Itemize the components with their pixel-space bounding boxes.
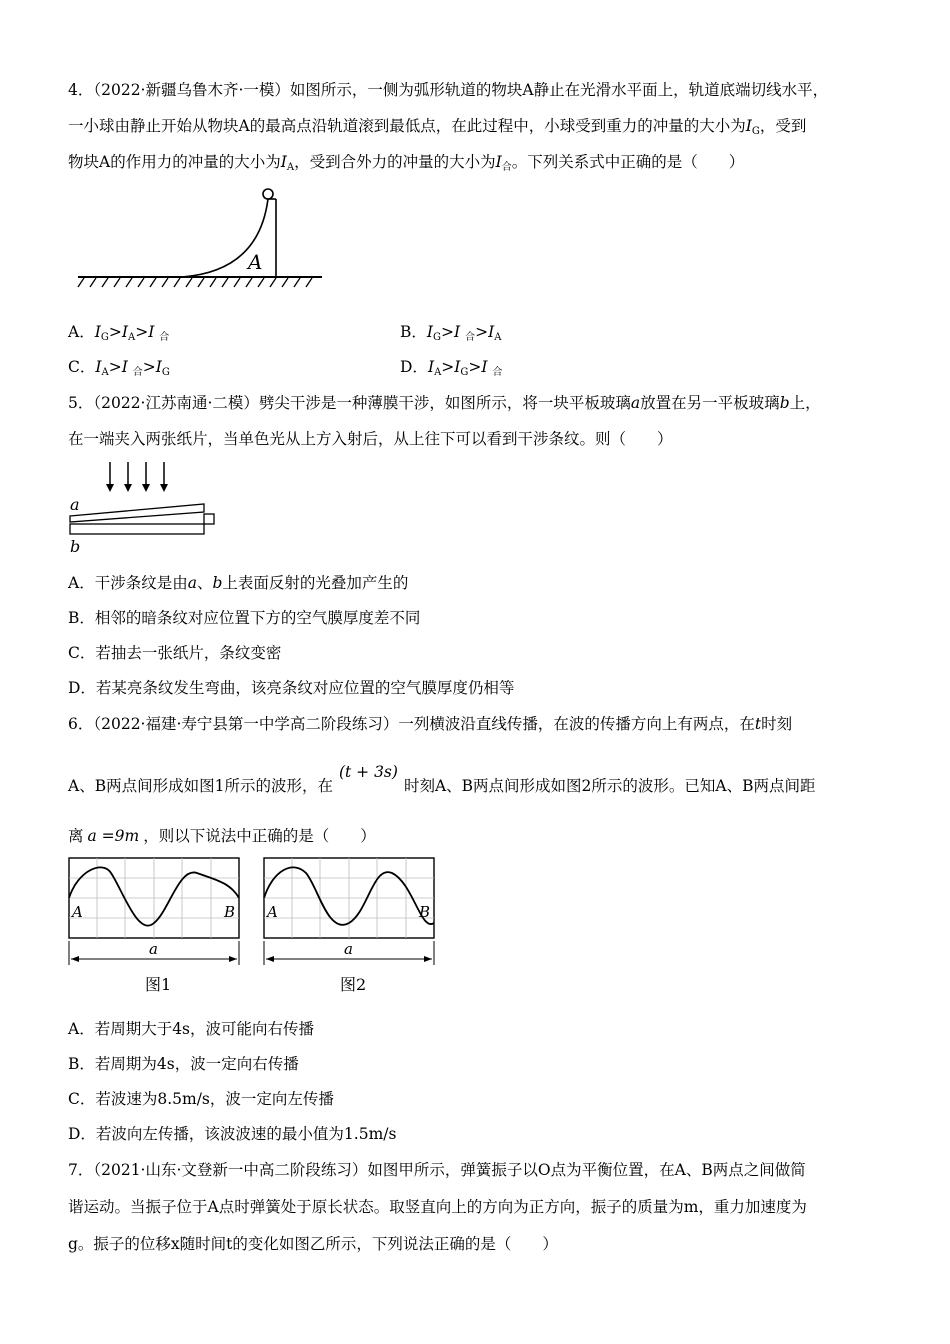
var-t: t: [754, 715, 762, 733]
subscript-a: A: [127, 332, 136, 343]
symbol-I: I: [454, 323, 461, 341]
subscript-he: 合: [132, 367, 143, 378]
q5-option-a-text: A．干涉条纹是由: [68, 574, 188, 592]
symbol-I: I: [427, 358, 435, 376]
wave-figure-2: [263, 857, 437, 969]
q5-option-b[interactable]: B．相邻的暗条纹对应位置下方的空气膜厚度差不同: [68, 609, 421, 627]
point-a-label: A: [72, 903, 83, 921]
symbol-I: I: [155, 358, 162, 376]
q4-line-1: 4．（2022·新疆乌鲁木齐·一模）如图所示，一侧为弧形轨道的物块A静止在光滑水平面上，轨道底端切线水平，: [68, 81, 829, 99]
point-b-label: B: [224, 903, 236, 921]
sep: 、: [196, 574, 213, 592]
plate-a-label: a: [70, 495, 80, 514]
q5-option-a[interactable]: [68, 573, 408, 593]
q4-line-2-tail: ，受到: [759, 117, 807, 135]
gt-sign: >: [441, 358, 455, 376]
q5-wedge-figure: [66, 460, 226, 555]
gt-sign: >: [475, 323, 489, 341]
q5-line-1c: 上，: [789, 394, 821, 412]
gt-sign: >: [441, 323, 455, 341]
q4-option-c[interactable]: [68, 357, 170, 383]
gt-sign: >: [108, 358, 122, 376]
q5-line-1: [68, 393, 821, 413]
symbol-I: I: [495, 153, 502, 171]
q7-line-1: 7．（2021·山东·文登新一中高二阶段练习）如图甲所示，弹簧振子以O点为平衡位置，在A、B两点之间做简: [68, 1161, 806, 1179]
wave-figure-1: [68, 857, 242, 969]
q4-line-2: [68, 116, 806, 142]
q6-line-3b: ，则以下说法中正确的是（ ）: [143, 827, 376, 845]
gt-sign: >: [108, 323, 122, 341]
q4-line-3b: ，受到合外力的冲量的大小为: [294, 153, 496, 171]
q6-line-3: [68, 826, 376, 846]
symbol-I: I: [426, 323, 434, 341]
subscript-a: A: [286, 162, 295, 173]
gt-sign: >: [142, 358, 156, 376]
q6-option-a[interactable]: A．若周期大于4s，波可能向右传播: [68, 1020, 315, 1038]
q7-line-3: g。振子的位移x随时间t的变化如图乙所示，下列说法正确的是（ ）: [68, 1235, 558, 1253]
q4-track-figure: [70, 185, 330, 295]
q6-line-2a: A、B两点间形成如图1所示的波形，在: [68, 777, 333, 795]
subscript-g: G: [100, 332, 109, 343]
symbol-I: I: [488, 323, 495, 341]
block-a-label: A: [248, 250, 263, 274]
symbol-I: I: [454, 358, 461, 376]
var-a: a: [630, 394, 641, 412]
q4-line-2-text: 一小球由静止开始从物块A的最高点沿轨道滚到最低点，在此过程中，小球受到重力的冲量的大小为: [68, 117, 746, 135]
q5-option-d[interactable]: D．若某亮条纹发生弯曲，该亮条纹对应位置的空气膜厚度仍相等: [68, 679, 515, 697]
subscript-a: A: [434, 367, 442, 378]
plate-b-label: b: [70, 537, 81, 556]
q4-option-d[interactable]: [400, 357, 502, 383]
gt-sign: >: [135, 323, 149, 341]
q7-line-2: 谐运动。当振子位于A点时弹簧处于原长状态。取竖直向上的方向为正方向，振子的质量为m，重力加速度为: [68, 1198, 807, 1216]
q4-option-a[interactable]: [68, 322, 169, 348]
gt-sign: >: [468, 358, 482, 376]
q5-line-1b: 放置在另一平板玻璃: [640, 394, 780, 412]
symbol-I: I: [148, 323, 155, 341]
symbol-I: I: [745, 117, 752, 135]
q5-option-a-tail: 上表面反射的光叠加产生的: [222, 574, 409, 592]
time-expression: (t + 3s): [338, 763, 398, 781]
option-label: D．: [400, 358, 428, 376]
q4-line-3c: 。下列关系式中正确的是（ ）: [511, 153, 745, 171]
subscript-he: 合: [501, 162, 512, 173]
q5-option-c[interactable]: C．若抽去一张纸片，条纹变密: [68, 644, 282, 662]
distance-label: a: [344, 940, 353, 958]
subscript-he: 合: [159, 332, 170, 343]
var-a: a: [187, 574, 197, 592]
q4-line-3a: 物块A的作用力的冲量的大小为: [68, 153, 281, 171]
subscript-a: A: [101, 367, 109, 378]
q4-line-3: [68, 152, 744, 178]
q5-line-1a: 5．（2022·江苏南通·二模）劈尖干涉是一种薄膜干涉，如图所示，将一块平板玻璃: [68, 394, 631, 412]
point-a-label: A: [267, 903, 278, 921]
symbol-I: I: [481, 358, 488, 376]
symbol-I: I: [121, 323, 128, 341]
subscript-he: 合: [465, 332, 476, 343]
subscript-g: G: [161, 367, 170, 378]
symbol-I: I: [121, 358, 128, 376]
q6-option-b[interactable]: B．若周期为4s，波一定向右传播: [68, 1055, 299, 1073]
figure-2-caption: 图2: [340, 975, 367, 994]
q6-line-3a: 离: [68, 827, 84, 845]
figure-1-caption: 图1: [145, 975, 172, 994]
q5-line-2: 在一端夹入两张纸片，当单色光从上方入射后，从上往下可以看到干涉条纹。则（ ）: [68, 430, 673, 448]
subscript-a: A: [494, 332, 502, 343]
symbol-I: I: [94, 323, 101, 341]
var-b: b: [212, 574, 223, 592]
q6-line-2b: 时刻A、B两点间形成如图2所示的波形。已知A、B两点间距: [403, 777, 816, 795]
q6-line-1: [68, 714, 792, 734]
option-label: A．: [68, 323, 95, 341]
symbol-I: I: [95, 358, 102, 376]
q6-line-1-text: 6．（2022·福建·寿宁县第一中学高二阶段练习）一列横波沿直线传播，在波的传播方向上有两点，在: [68, 715, 755, 733]
subscript-g: G: [751, 126, 760, 137]
distance-label: a: [149, 940, 158, 958]
symbol-I: I: [280, 153, 287, 171]
point-b-label: B: [419, 903, 431, 921]
q6-line-2: [68, 763, 816, 796]
option-label: B．: [400, 323, 427, 341]
q6-option-d[interactable]: D．若波向左传播，该波波速的最小值为1.5m/s: [68, 1125, 397, 1143]
q4-option-b[interactable]: [400, 322, 501, 348]
subscript-he: 合: [492, 367, 503, 378]
q6-line-1-tail: 时刻: [761, 715, 793, 733]
var-b: b: [779, 394, 790, 412]
distance-equation: a =9m: [87, 827, 140, 845]
subscript-g: G: [460, 367, 469, 378]
option-label: C．: [68, 358, 96, 376]
subscript-g: G: [433, 332, 442, 343]
q6-option-c[interactable]: C．若波速为8.5m/s，波一定向左传播: [68, 1090, 334, 1108]
